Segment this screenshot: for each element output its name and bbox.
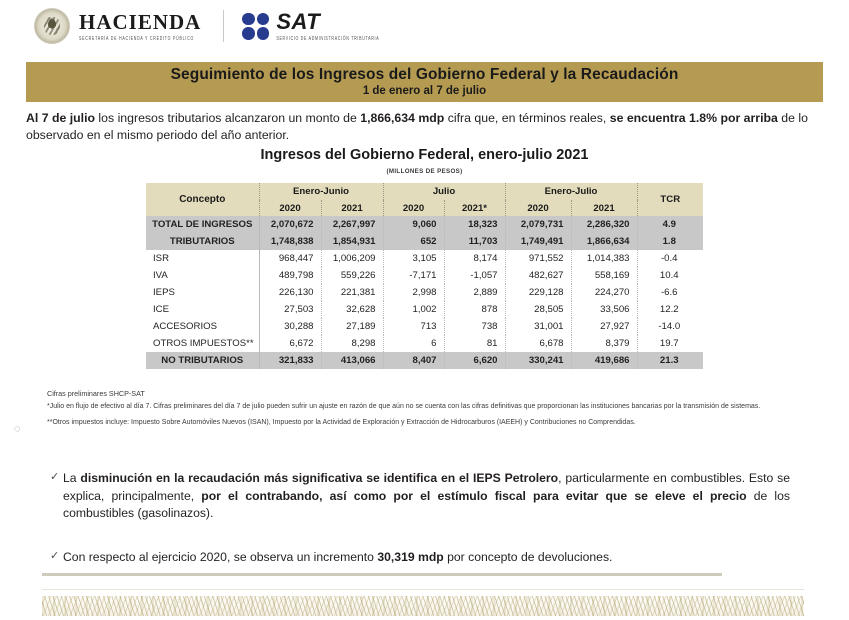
row-value: 28,505 xyxy=(505,301,571,318)
sat-logo-text xyxy=(276,11,379,41)
page-watermark-icon: ◌ xyxy=(14,423,21,435)
table-row xyxy=(146,250,703,267)
row-tcr: -0.4 xyxy=(637,250,703,267)
table-title: Ingresos del Gobierno Federal, enero-julio 2021 xyxy=(260,147,589,163)
row-value: 559,226 xyxy=(321,267,383,284)
row-tcr: 1.8 xyxy=(637,233,703,250)
row-tcr: 19.7 xyxy=(637,335,703,352)
row-value: 738 xyxy=(444,318,505,335)
row-value: 32,628 xyxy=(321,301,383,318)
row-value: -7,171 xyxy=(383,267,444,284)
sat-subtitle: SERVICIO DE ADMINISTRACIÓN TRIBUTARIA xyxy=(276,35,380,42)
bullet-list xyxy=(50,470,790,567)
check-icon: ✓ xyxy=(50,550,60,563)
footer-rule xyxy=(42,573,722,576)
row-value: 18,323 xyxy=(444,216,505,233)
row-concept: ISR xyxy=(146,250,259,267)
row-value: 1,006,209 xyxy=(321,250,383,267)
bullet-text-part: de los combustibles (gasolinazos). xyxy=(63,488,790,521)
row-value: 6 xyxy=(383,335,444,352)
row-value: 968,447 xyxy=(259,250,321,267)
intro-growth: se encuentra 1.8% por arriba xyxy=(609,111,778,125)
row-value: 6,678 xyxy=(505,335,571,352)
table-row xyxy=(146,216,703,233)
row-value: 652 xyxy=(383,233,444,250)
header-year-ejul-2020: 2020 xyxy=(505,200,571,216)
banner-title: Seguimiento de los Ingresos del Gobierno Federal y la Recaudación xyxy=(170,66,679,84)
page-header xyxy=(0,0,849,52)
row-value: 1,002 xyxy=(383,301,444,318)
row-value: 30,288 xyxy=(259,318,321,335)
intro-amount: 1,866,634 mdp xyxy=(360,111,445,125)
row-concept: ICE xyxy=(146,301,259,318)
table-row xyxy=(146,233,703,250)
table-row xyxy=(146,352,703,369)
header-tcr: TCR xyxy=(637,183,703,216)
row-concept: NO TRIBUTARIOS xyxy=(146,352,259,369)
header-year-ej-2020: 2020 xyxy=(259,200,321,216)
footnote-double-asterisk: **Otros impuestos incluye: Impuesto Sobre Automóviles Nuevos (ISAN), Impuesto por la Actividad de Exploración y Extracción de Hidrocarburos (IAEEH) y Contribuciones no Comprendidas. xyxy=(47,419,636,427)
table-group-header-row xyxy=(146,183,703,200)
bullet-text-part: 30,319 mdp xyxy=(377,550,444,565)
row-value: 878 xyxy=(444,301,505,318)
intro-date: Al 7 de julio xyxy=(26,111,96,125)
row-concept: TOTAL DE INGRESOS xyxy=(146,216,259,233)
sat-four-dots-icon xyxy=(242,13,269,40)
table-row xyxy=(146,335,703,352)
row-value: 413,066 xyxy=(321,352,383,369)
row-tcr: 4.9 xyxy=(637,216,703,233)
hacienda-subtitle: SECRETARÍA DE HACIENDA Y CRÉDITO PÚBLICO xyxy=(79,35,195,42)
row-tcr: 10.4 xyxy=(637,267,703,284)
row-value: 226,130 xyxy=(259,284,321,301)
row-tcr: -6.6 xyxy=(637,284,703,301)
sat-name: SAT xyxy=(276,9,321,35)
row-value: 558,169 xyxy=(571,267,637,284)
row-value: 221,381 xyxy=(321,284,383,301)
row-tcr: -14.0 xyxy=(637,318,703,335)
check-icon: ✓ xyxy=(50,471,60,483)
intro-text-1: los ingresos tributarios alcanzaron un monto de xyxy=(95,111,361,125)
bullet-text-part: , particularmente en combustibles. Esto se explica, principalmente, xyxy=(63,471,791,503)
hacienda-logo xyxy=(34,8,201,44)
row-concept: IEPS xyxy=(146,284,259,301)
row-value: 1,749,491 xyxy=(505,233,571,250)
row-concept: ACCESORIOS xyxy=(146,318,259,335)
revenue-table xyxy=(146,183,703,369)
row-value: 8,379 xyxy=(571,335,637,352)
row-value: 321,833 xyxy=(259,352,321,369)
row-value: 2,079,731 xyxy=(505,216,571,233)
header-year-ejul-2021: 2021 xyxy=(571,200,637,216)
row-value: 2,889 xyxy=(444,284,505,301)
row-value: 1,014,383 xyxy=(571,250,637,267)
mexican-eagle-seal-icon xyxy=(34,8,70,44)
row-value: 31,001 xyxy=(505,318,571,335)
header-year-jul-2021: 2021* xyxy=(444,200,505,216)
sat-logo xyxy=(242,11,379,41)
header-enero-junio: Enero-Junio xyxy=(259,183,383,200)
row-value: 27,503 xyxy=(259,301,321,318)
footnote-asterisk: *Julio en flujo de efectivo al día 7. Cifras preliminares del día 7 de julio pueden sufrir un ajuste en razón de que aún no se cuenta con las cifras definitivas que proporcionan las instituciones bancarias por la transmisión de sistemas. xyxy=(47,403,761,411)
row-concept: TRIBUTARIOS xyxy=(146,233,259,250)
header-year-ej-2021: 2021 xyxy=(321,200,383,216)
row-value: 2,070,672 xyxy=(259,216,321,233)
row-value: 27,927 xyxy=(571,318,637,335)
row-value: 482,627 xyxy=(505,267,571,284)
bullet-text xyxy=(63,549,790,567)
header-julio: Julio xyxy=(383,183,505,200)
row-value: 971,552 xyxy=(505,250,571,267)
row-value: 330,241 xyxy=(505,352,571,369)
row-value: 419,686 xyxy=(571,352,637,369)
bullet-text-part: disminución en la recaudación más significativa se identifica en el IEPS Petrolero xyxy=(80,471,559,485)
footer-rule-thin xyxy=(42,589,804,590)
row-concept: OTROS IMPUESTOS** xyxy=(146,335,259,352)
row-value: 489,798 xyxy=(259,267,321,284)
hacienda-logo-text xyxy=(79,9,202,42)
row-value: 8,407 xyxy=(383,352,444,369)
table-row xyxy=(146,284,703,301)
header-year-jul-2020: 2020 xyxy=(383,200,444,216)
row-value: 3,105 xyxy=(383,250,444,267)
table-footnotes xyxy=(47,390,825,429)
row-value: 713 xyxy=(383,318,444,335)
row-value: 6,672 xyxy=(259,335,321,352)
bullet-item xyxy=(50,549,790,567)
table-row xyxy=(146,267,703,284)
table-row xyxy=(146,301,703,318)
table-units: (MILLONES DE PESOS) xyxy=(386,168,463,175)
row-value: 1,866,634 xyxy=(571,233,637,250)
row-tcr: 12.2 xyxy=(637,301,703,318)
logo-divider xyxy=(223,10,224,42)
bullet-text-part: La xyxy=(63,471,81,485)
row-concept: IVA xyxy=(146,267,259,284)
row-value: 81 xyxy=(444,335,505,352)
row-value: 6,620 xyxy=(444,352,505,369)
row-value: -1,057 xyxy=(444,267,505,284)
intro-text-3: de lo observado en el mismo periodo del año anterior. xyxy=(26,111,808,143)
row-tcr: 21.3 xyxy=(637,352,703,369)
bullet-text-part: Con respecto al ejercicio 2020, se observa un incremento xyxy=(63,550,378,565)
row-value: 2,267,997 xyxy=(321,216,383,233)
row-value: 224,270 xyxy=(571,284,637,301)
header-enero-julio: Enero-Julio xyxy=(505,183,637,200)
row-value: 1,854,931 xyxy=(321,233,383,250)
bullet-text-part: por el contrabando, así como por el estímulo fiscal para evitar que se eleve el precio xyxy=(201,488,747,503)
bullet-text-part: por concepto de devoluciones. xyxy=(443,550,613,565)
footnote-source: Cifras preliminares SHCP-SAT xyxy=(47,389,145,398)
row-value: 2,998 xyxy=(383,284,444,301)
bullet-text xyxy=(63,470,790,523)
banner-subtitle: 1 de enero al 7 de julio xyxy=(362,85,487,98)
row-value: 8,298 xyxy=(321,335,383,352)
row-value: 33,506 xyxy=(571,301,637,318)
hacienda-name: HACIENDA xyxy=(79,9,202,34)
table-body xyxy=(146,216,703,369)
bullet-item xyxy=(50,470,790,523)
footer-ornament xyxy=(42,596,804,616)
row-value: 8,174 xyxy=(444,250,505,267)
table-row xyxy=(146,318,703,335)
intro-paragraph xyxy=(26,110,821,145)
title-banner xyxy=(26,62,823,102)
header-concepto: Concepto xyxy=(146,183,259,216)
intro-text-2: cifra que, en términos reales, xyxy=(444,111,610,125)
row-value: 9,060 xyxy=(383,216,444,233)
row-value: 229,128 xyxy=(505,284,571,301)
row-value: 1,748,838 xyxy=(259,233,321,250)
row-value: 27,189 xyxy=(321,318,383,335)
row-value: 11,703 xyxy=(444,233,505,250)
row-value: 2,286,320 xyxy=(571,216,637,233)
